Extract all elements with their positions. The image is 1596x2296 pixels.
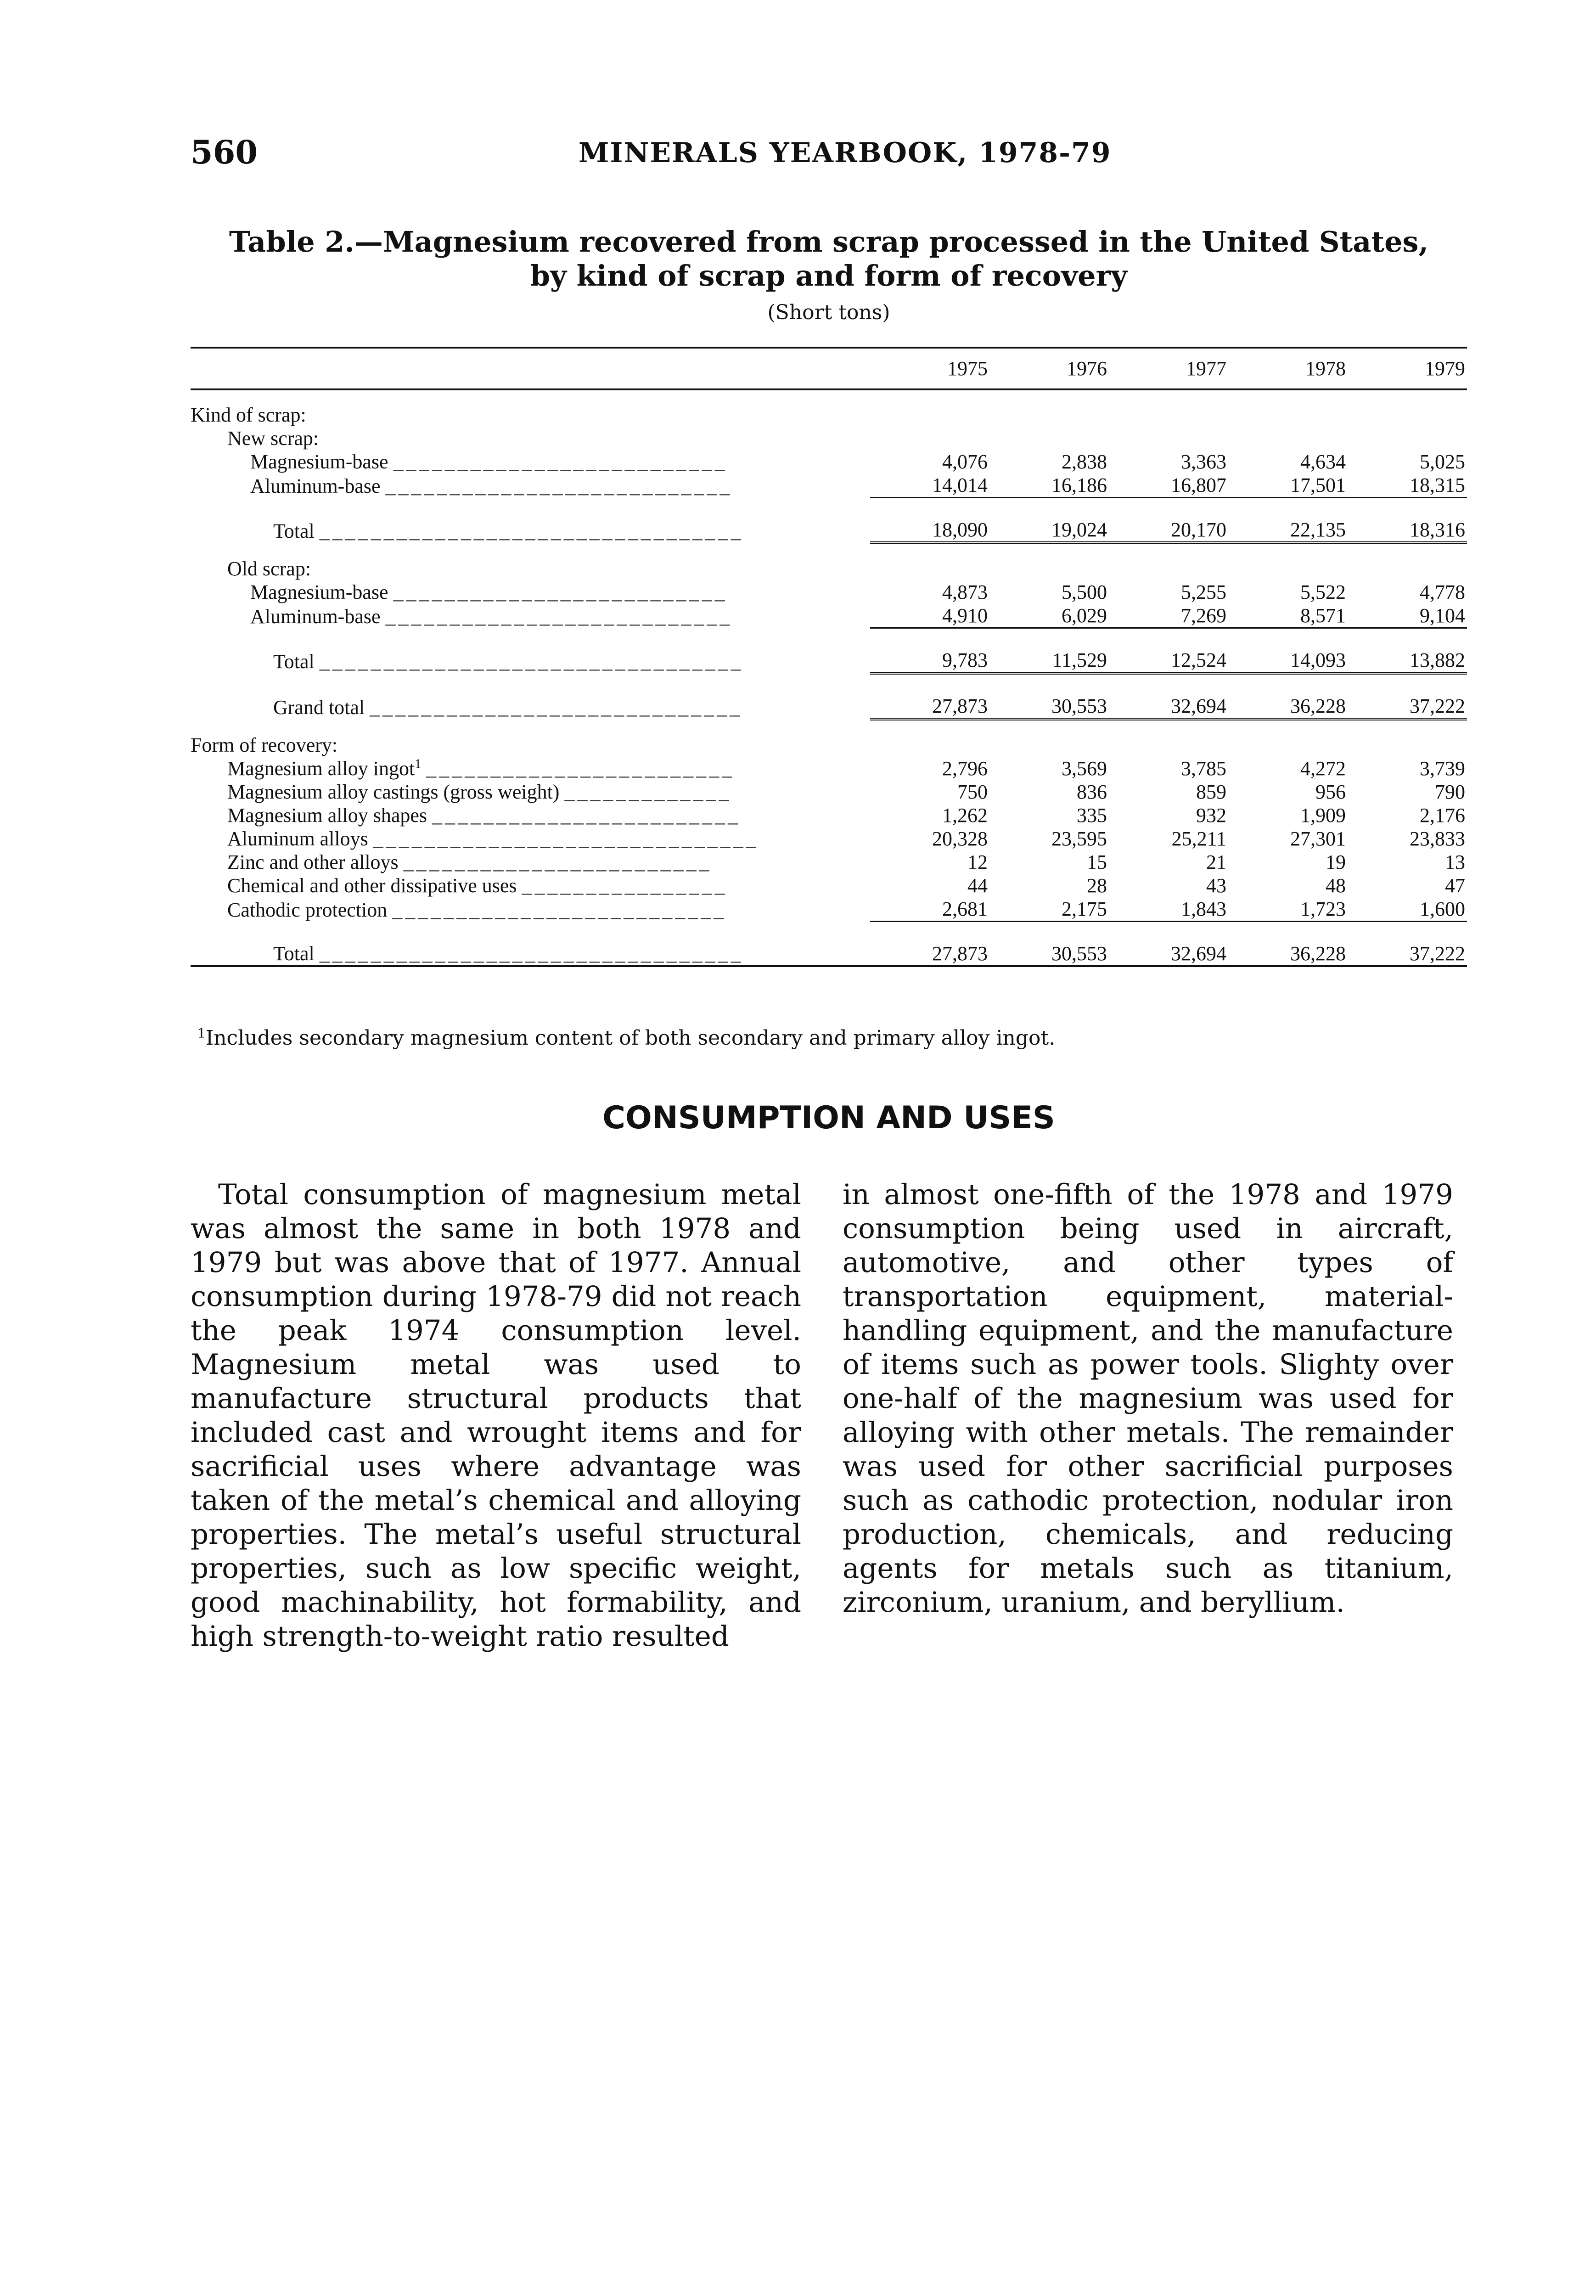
- cell-value: 3,569: [1062, 757, 1107, 780]
- table-row: [191, 473, 1467, 498]
- table-row: [191, 804, 1467, 827]
- cell-value: 19: [1326, 851, 1346, 873]
- section-row: [191, 557, 1467, 580]
- row-label: Total _________________________________: [273, 650, 744, 673]
- cell-value: 20,328: [932, 827, 988, 850]
- cell-value: 18,315: [1410, 474, 1465, 496]
- section-label-new-scrap: New scrap:: [227, 427, 319, 450]
- cell-value: 4,076: [942, 450, 988, 473]
- row-label: Total _________________________________: [191, 922, 870, 967]
- table-row: [191, 757, 1467, 780]
- table-row: [191, 604, 1467, 628]
- cell-value: 30,553: [989, 673, 1109, 719]
- cell-value: 37,222: [1348, 922, 1467, 967]
- section-row: [191, 403, 1467, 427]
- cell-value: 335: [1077, 804, 1107, 827]
- total-row: [191, 922, 1467, 967]
- cell-value: 8,571: [1300, 604, 1346, 627]
- cell-value: 37,222: [1348, 673, 1467, 719]
- row-label: Zinc and other alloys ________________________: [227, 851, 712, 873]
- cell-value: 15: [1087, 851, 1107, 873]
- table-row: [191, 580, 1467, 604]
- cell-value: 4,873: [942, 581, 988, 603]
- cell-value: 1,262: [942, 804, 988, 827]
- cell-value: 32,694: [1109, 922, 1228, 967]
- row-label: Aluminum-base ___________________________: [250, 474, 733, 497]
- cell-value: 5,025: [1420, 450, 1465, 473]
- cell-value: 9,104: [1420, 604, 1465, 627]
- cell-value: 3,785: [1181, 757, 1226, 780]
- row-label: Aluminum-base ___________________________: [250, 605, 733, 628]
- total-row: [191, 498, 1467, 543]
- page-number: 560: [191, 133, 258, 171]
- table-row: [191, 450, 1467, 473]
- cell-value: 4,910: [942, 604, 988, 627]
- cell-value: 3,739: [1420, 757, 1465, 780]
- cell-value: 18,090: [870, 498, 989, 543]
- table-row: [191, 827, 1467, 850]
- cell-value: 859: [1196, 781, 1226, 803]
- cell-value: 13,882: [1348, 628, 1467, 674]
- cell-value: 6,029: [1062, 604, 1107, 627]
- section-label-old-scrap: Old scrap:: [227, 557, 311, 580]
- cell-value: 14,093: [1228, 628, 1348, 674]
- section-label-form-of-recovery: Form of recovery:: [191, 734, 338, 756]
- running-title: MINERALS YEARBOOK, 1978-79: [579, 137, 1112, 169]
- body-paragraph-left: Total consumption of magnesium metal was almost the same in both 1978 and 1979 but was above that of 1977. Annual consumption during 1978-79 did not reach the peak 1974 consumption level. Magnesium metal was used to manufacture structural products that included cast and wrought items and for sacrificial uses where advantage was taken of the metal’s chemical and alloying properties. The metal’s useful structural properties, such as low specific weight, good machinability, hot formability, and high strength-to-weight ratio resulted: [191, 1178, 801, 1653]
- cell-value: 27,873: [870, 673, 989, 719]
- cell-value: 9,783: [870, 628, 989, 674]
- cell-value: 21: [1206, 851, 1226, 873]
- year-header: 1978: [1228, 348, 1348, 389]
- cell-value: 43: [1206, 874, 1226, 897]
- cell-value: 1,723: [1300, 898, 1346, 920]
- row-label: Aluminum alloys ______________________________: [227, 827, 759, 850]
- cell-value: 16,807: [1171, 474, 1226, 496]
- grand-total-row: [191, 673, 1467, 719]
- header-label-cell: [191, 348, 870, 389]
- year-header: 1977: [1109, 348, 1228, 389]
- row-label: Chemical and other dissipative uses ________________: [227, 874, 728, 897]
- table-footnote: [197, 1026, 1055, 1050]
- cell-value: 17,501: [1290, 474, 1346, 496]
- section-label-kind-of-scrap: Kind of scrap:: [191, 404, 306, 426]
- row-label: Magnesium-base __________________________: [250, 450, 728, 473]
- cell-value: 2,681: [942, 898, 988, 920]
- cell-value: 12,524: [1109, 628, 1228, 674]
- section-row: [191, 427, 1467, 450]
- cell-value: 28: [1087, 874, 1107, 897]
- cell-value: 48: [1326, 874, 1346, 897]
- footnote-text: Includes secondary magnesium content of both secondary and primary alloy ingot.: [205, 1026, 1056, 1050]
- cell-value: 4,272: [1300, 757, 1346, 780]
- table-row: [191, 897, 1467, 922]
- cell-value: 32,694: [1109, 673, 1228, 719]
- cell-value: 2,838: [1062, 450, 1107, 473]
- cell-value: 30,553: [989, 922, 1109, 967]
- cell-value: 5,500: [1062, 581, 1107, 603]
- cell-value: 2,176: [1420, 804, 1465, 827]
- table-row: [191, 780, 1467, 804]
- cell-value: 20,170: [1109, 498, 1228, 543]
- cell-value: 27,301: [1290, 827, 1346, 850]
- cell-value: 14,014: [932, 474, 988, 496]
- cell-value: 12: [967, 851, 988, 873]
- cell-value: 11,529: [989, 628, 1109, 674]
- table-units: (Short tons): [767, 301, 890, 324]
- row-label: Magnesium alloy castings (gross weight) _____________: [227, 781, 732, 803]
- row-label: Total _________________________________: [273, 520, 744, 542]
- cell-value: 23,833: [1410, 827, 1465, 850]
- cell-value: 4,634: [1300, 450, 1346, 473]
- table-row: [191, 874, 1467, 897]
- cell-value: 7,269: [1181, 604, 1226, 627]
- year-header: 1976: [989, 348, 1109, 389]
- cell-value: 27,873: [870, 922, 989, 967]
- body-paragraph-right: in almost one-fifth of the 1978 and 1979 consumption being used in aircraft, automotive, and other types of transportation equipment, material-handling equipment, and the manufacture of items such as power tools. Slighty over one-half of the magnesium was used for alloying with other metals. The remainder was used for other sacrificial purposes such as cathodic protection, nodular iron production, chemicals, and reducing agents for metals such as titanium, zirconium, uranium, and beryllium.: [843, 1178, 1453, 1619]
- cell-value: 22,135: [1228, 498, 1348, 543]
- table-row: [191, 850, 1467, 874]
- scrap-recovery-table: [191, 347, 1467, 967]
- cell-value: 16,186: [1051, 474, 1107, 496]
- year-header: 1979: [1348, 348, 1467, 389]
- cell-value: 36,228: [1228, 673, 1348, 719]
- cell-value: 750: [957, 781, 988, 803]
- row-label: Magnesium alloy ingot$^1$ ________________________: [227, 757, 735, 780]
- row-label: Magnesium alloy shapes ________________________: [227, 804, 741, 827]
- cell-value: 25,211: [1171, 827, 1226, 850]
- cell-value: 13: [1445, 851, 1465, 873]
- total-row: [191, 628, 1467, 674]
- year-header: 1975: [870, 348, 989, 389]
- cell-value: 1,600: [1420, 898, 1465, 920]
- section-heading: CONSUMPTION AND USES: [602, 1100, 1055, 1136]
- section-row: [191, 733, 1467, 757]
- cell-value: 23,595: [1051, 827, 1107, 850]
- footnote-marker: 1: [415, 757, 421, 771]
- row-label: Magnesium-base __________________________: [250, 581, 728, 603]
- cell-value: 932: [1196, 804, 1226, 827]
- cell-value: 19,024: [989, 498, 1109, 543]
- cell-value: 44: [967, 874, 988, 897]
- row-label: Cathodic protection __________________________: [227, 898, 727, 921]
- cell-value: 2,796: [942, 757, 988, 780]
- cell-value: 4,778: [1420, 581, 1465, 603]
- cell-value: 47: [1445, 874, 1465, 897]
- cell-value: 18,316: [1348, 498, 1467, 543]
- table-title-line-2: by kind of scrap and form of recovery: [530, 259, 1128, 293]
- row-label: Grand total _____________________________: [273, 696, 743, 719]
- footnote-marker: 1: [197, 1025, 206, 1041]
- cell-value: 36,228: [1228, 922, 1348, 967]
- table-title: [191, 225, 1467, 293]
- cell-value: 5,255: [1181, 581, 1226, 603]
- cell-value: 3,363: [1181, 450, 1226, 473]
- cell-value: 790: [1435, 781, 1465, 803]
- cell-value: 1,843: [1181, 898, 1226, 920]
- cell-value: 5,522: [1300, 581, 1346, 603]
- table-title-line-1: Table 2.—Magnesium recovered from scrap processed in the United States,: [229, 225, 1429, 259]
- cell-value: 2,175: [1062, 898, 1107, 920]
- table-header-row: [191, 348, 1467, 389]
- page-header: [191, 133, 1467, 170]
- cell-value: 836: [1077, 781, 1107, 803]
- cell-value: 1,909: [1300, 804, 1346, 827]
- cell-value: 956: [1315, 781, 1346, 803]
